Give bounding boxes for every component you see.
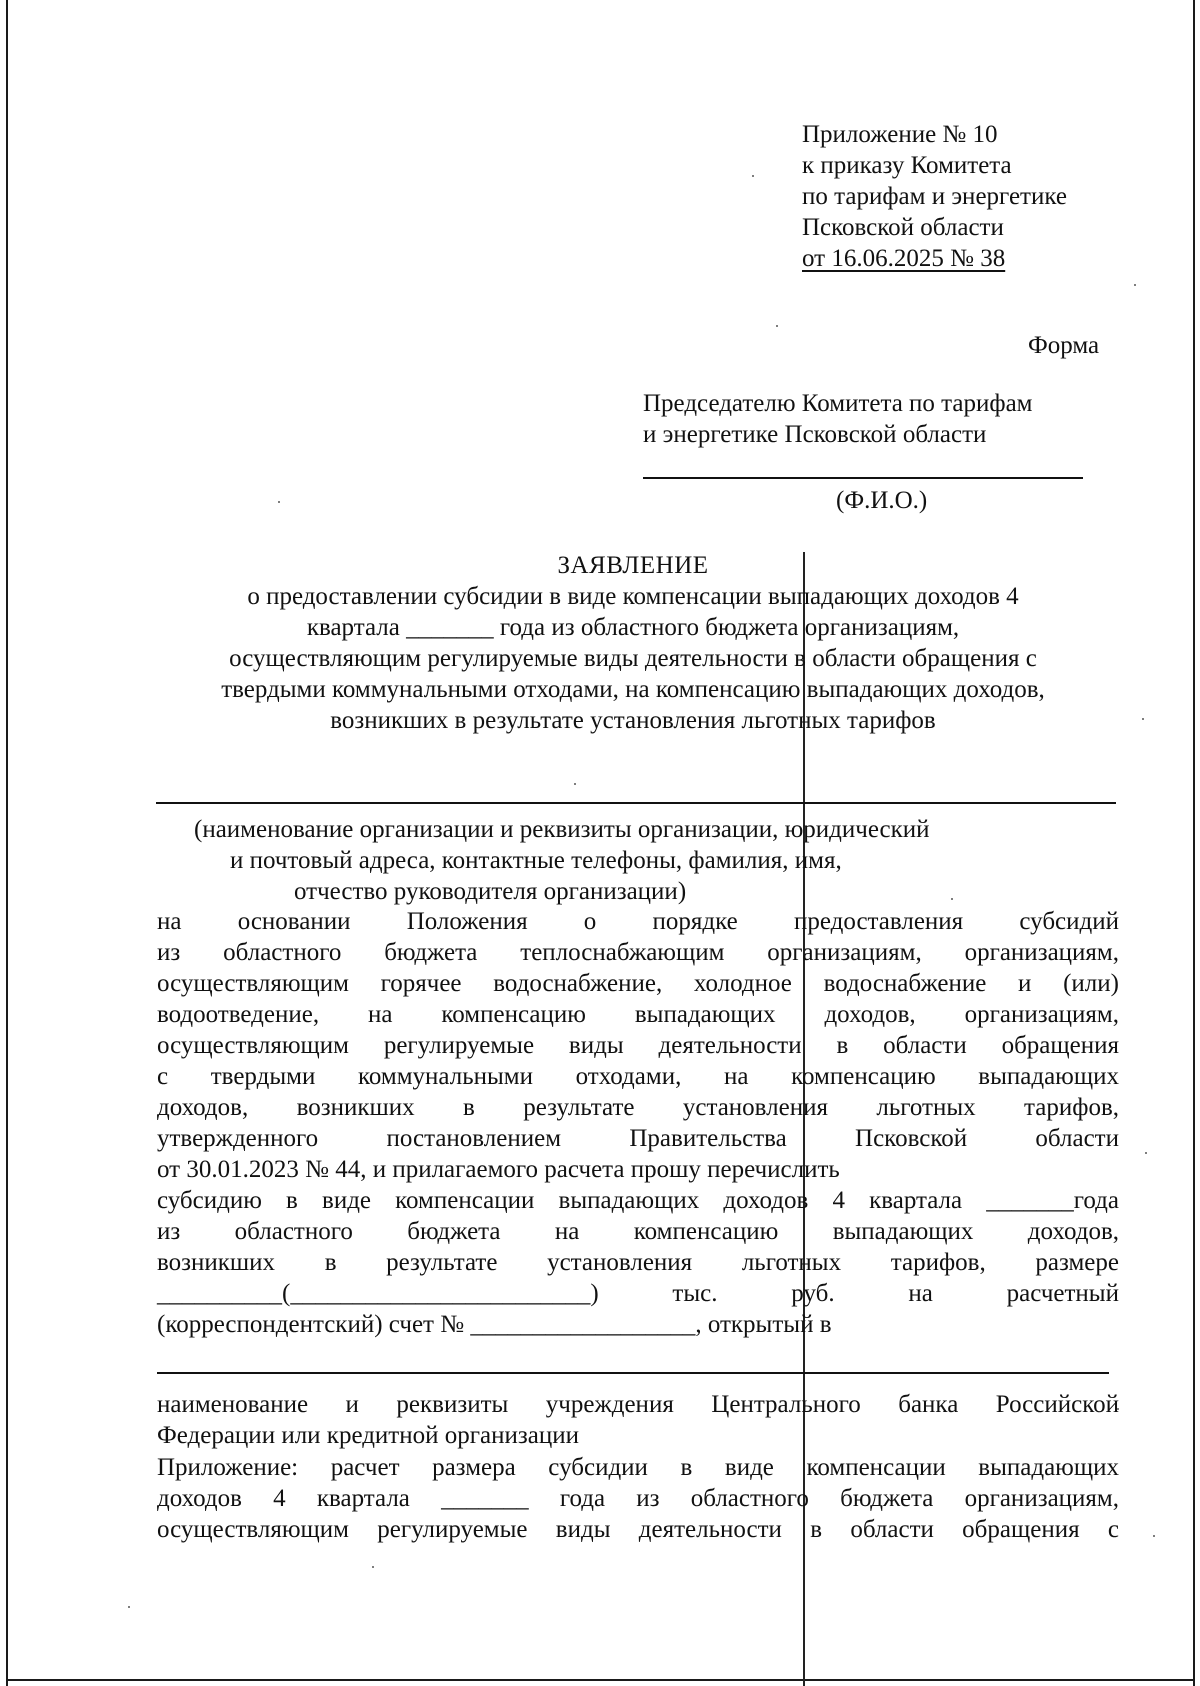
- attachment-line-1: Приложение: расчет размера субсидии в виде компенсации выпадающих: [157, 1454, 1119, 1481]
- scan-speck: [574, 783, 576, 785]
- body-line-12: возникших в результате установления льготных тарифов, размере: [157, 1249, 1119, 1276]
- attachment-line-3: осуществляющим регулируемые виды деятельности в области обращения с: [157, 1516, 1119, 1543]
- subtitle-line-4: твердыми коммунальными отходами, на компенсацию выпадающих доходов,: [221, 676, 1045, 703]
- body-line-1: на основании Положения о порядке предоставления субсидий: [157, 908, 1119, 935]
- body-line-11: из областного бюджета на компенсацию выпадающих доходов,: [157, 1218, 1119, 1245]
- document-title: ЗАЯВЛЕНИЕ: [557, 552, 709, 579]
- attachment-line-2: доходов 4 квартала _______ года из областного бюджета организациям,: [157, 1485, 1119, 1512]
- scan-speck: [128, 1606, 130, 1608]
- body-line-2: из областного бюджета теплоснабжающим организациям, организациям,: [157, 939, 1119, 966]
- subtitle-line-1: о предоставлении субсидии в виде компенсации выпадающих доходов 4: [247, 583, 1019, 610]
- appendix-region: Псковской области: [802, 214, 1004, 241]
- bank-blank-line: [157, 1372, 1109, 1374]
- org-caption-line-3: отчество руководителя организации): [294, 878, 687, 905]
- scan-border-left: [6, 0, 8, 1686]
- scan-speck: [1134, 284, 1136, 286]
- appendix-number: Приложение № 10: [802, 121, 998, 148]
- appendix-committee: по тарифам и энергетике: [802, 183, 1067, 210]
- org-caption-line-1: (наименование организации и реквизиты организации, юридический: [194, 816, 930, 843]
- body-line-7: доходов, возникших в результате установления льготных тарифов,: [157, 1094, 1119, 1121]
- fio-blank-line: [643, 477, 1083, 479]
- body-line-8: утвержденного постановлением Правительства Псковской области: [157, 1125, 1119, 1152]
- fio-caption: (Ф.И.О.): [836, 487, 928, 514]
- scan-speck: [752, 175, 754, 177]
- scan-border-right: [1193, 0, 1195, 1686]
- body-line-10: субсидию в виде компенсации выпадающих доходов 4 квартала _______года: [157, 1187, 1119, 1214]
- subtitle-line-2: квартала _______ года из областного бюджета организациям,: [306, 614, 960, 641]
- org-caption-line-2: и почтовый адреса, контактные телефоны, фамилия, имя,: [230, 847, 842, 874]
- subtitle-line-5: возникших в результате установления льготных тарифов: [330, 707, 936, 734]
- form-label: Форма: [1028, 332, 1100, 359]
- appendix-date-number: от 16.06.2025 № 38: [802, 245, 1006, 272]
- organization-blank-line: [156, 802, 1116, 804]
- addressee-line-1: Председателю Комитета по тарифам: [643, 390, 1033, 417]
- body-line-6: с твердыми коммунальными отходами, на компенсацию выпадающих: [157, 1063, 1119, 1090]
- scan-speck: [776, 325, 778, 327]
- body-line-14: (корреспондентский) счет № __________________, открытый в: [157, 1311, 832, 1338]
- scan-speck: [372, 1566, 374, 1568]
- subtitle-line-3: осуществляющим регулируемые виды деятельности в области обращения с: [229, 645, 1037, 672]
- addressee-line-2: и энергетике Псковской области: [643, 421, 987, 448]
- scan-speck: [1153, 1535, 1155, 1537]
- body-line-4: водоотведение, на компенсацию выпадающих доходов, организациям,: [157, 1001, 1119, 1028]
- bank-caption-line-1: наименование и реквизиты учреждения Центрального банка Российской: [157, 1391, 1119, 1418]
- scan-speck: [1145, 1152, 1147, 1154]
- body-line-13: __________(________________________) тыс. руб. на расчетный: [157, 1280, 1119, 1307]
- scan-border-bottom: [6, 1679, 1195, 1681]
- body-line-9: от 30.01.2023 № 44, и прилагаемого расчета прошу перечислить: [157, 1156, 840, 1183]
- scan-speck: [951, 898, 953, 900]
- body-line-5: осуществляющим регулируемые виды деятельности в области обращения: [157, 1032, 1119, 1059]
- body-line-3: осуществляющим горячее водоснабжение, холодное водоснабжение и (или): [157, 970, 1119, 997]
- scan-speck: [278, 501, 280, 503]
- bank-caption-line-2: Федерации или кредитной организации: [157, 1422, 579, 1449]
- appendix-order-ref: к приказу Комитета: [802, 152, 1012, 179]
